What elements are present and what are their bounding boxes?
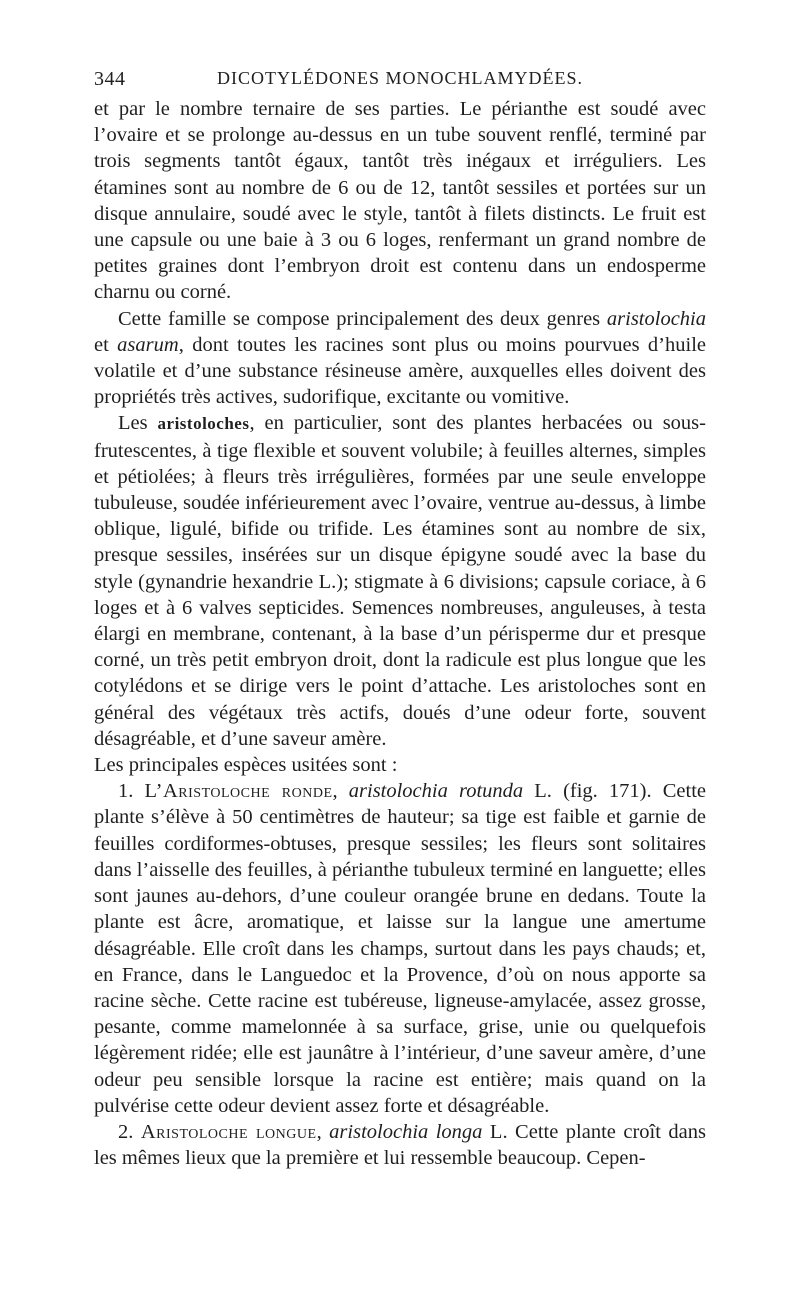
species-latin-name: aristolochia longa (329, 1120, 483, 1143)
paragraph-family-genera: Cette famille se compose principalement des deux genres aristolochia et asarum, dont toutes les racines sont plus ou moins pourvues d’huile volatile et d’une substance résineuse amère, auxquelles elles doivent des propriétés très actives, sudorifique, excitante ou vomitive. (94, 307, 706, 409)
species-number: 1. (118, 780, 145, 803)
species-latin-name: aristolochia rotunda (348, 780, 524, 803)
running-title: DICOTYLÉDONES MONOCHLAMYDÉES. (217, 68, 583, 88)
paragraph-species-2: 2. Aristoloche longue, aristolochia longa L. Cette plante croît dans les mêmes lieux que la première et lui ressemble beaucoup. Cepen- (94, 1120, 706, 1170)
paragraph-aristoloches: Les aristoloches, en particulier, sont des plantes herbacées ou sous-frutescentes, à tige flexible et souvent volubile; à feuilles alternes, simples et pétiolées; à fleurs très irrégulières, formées par une seule enveloppe tubuleuse, soudée inférieurement avec l’ovaire, ventrue au-dessus, à limbe oblique, ligulé, bifide ou trifide. Les étamines sont au nombre de six, presque sessiles, insérées sur un disque épigyne soudé avec la base du style (gynandrie hexandrie L.); stigmate à 6 divisions; capsule coriace, à 6 loges et à 6 valves septicides. Semences nombreuses, anguleuses, à testa élargi en membrane, contenant, à la base d’un périsperme dur et presque corné, un très petit embryon droit, dont la radicule est plus longue que les cotylédons et se dirige vers le point d’attache. Les aristoloches sont en général des végétaux très actifs, doués d’une odeur forte, souvent désagréable, et d’une saveur amère. (94, 412, 706, 750)
genus-name: asarum (117, 333, 179, 356)
key-term: aristoloches (157, 414, 250, 434)
paragraph-species-1: 1. L’Aristoloche ronde, aristolochia rotunda L. (fig. 171). Cette plante s’élève à 50 centimètres de hauteur; sa tige est faible et garnie de feuilles cordiformes-obtuses, presque sessiles; les fleurs sont solitaires dans l’aisselle des feuilles, à périanthe tubuleux terminé en languette; elles sont jaunes au-dehors, d’une couleur orangée brune en dedans. Toute la plante est âcre, aromatique, et laisse sur la langue une amertume désagréable. Elle croît dans les champs, surtout dans les pays chauds; et, en France, dans le Languedoc et la Provence, d’où on nous apporte sa racine sèche. Cette racine est tubéreuse, ligneuse-amylacée, assez grosse, pesante, comme mamelonnée à sa surface, grise, unie ou quelquefois légèrement ridée; elle est jaunâtre à l’intérieur, d’une saveur amère, d’une odeur peu sensible lorsque la racine est entière; mais quand on la pulvérise cette odeur devient assez forte et désagréable. (94, 780, 707, 1117)
paragraph-text: et par le nombre ternaire de ses parties. Le périanthe est soudé avec l’ovaire et se prolonge au-dessus en un tube souvent renflé, terminé par trois segments tantôt égaux, tantôt très inégaux et irréguliers. Les étamines sont au nombre de 6 ou de 12, tantôt sessiles et portées sur un disque annulaire, soudé avec le style, tantôt à filets distincts. Le fruit est une capsule ou une baie à 3 ou 6 loges, renfermant un grand nombre de petites graines dont l’embryon droit est contenu dans un endosperme charnu ou corné. (94, 98, 706, 304)
page-number: 344 (94, 68, 126, 90)
paragraph-family-description (94, 96, 706, 306)
body-text (94, 96, 706, 1171)
species-common-name: Aristoloche longue (140, 1120, 317, 1143)
paragraph-species-intro: Les principales espèces usitées sont : (94, 754, 398, 777)
species-number: 2. (118, 1120, 141, 1143)
page-header (94, 58, 706, 96)
species-common-name: L’Aristoloche ronde (144, 780, 333, 803)
genus-name: aristolochia (606, 307, 706, 330)
